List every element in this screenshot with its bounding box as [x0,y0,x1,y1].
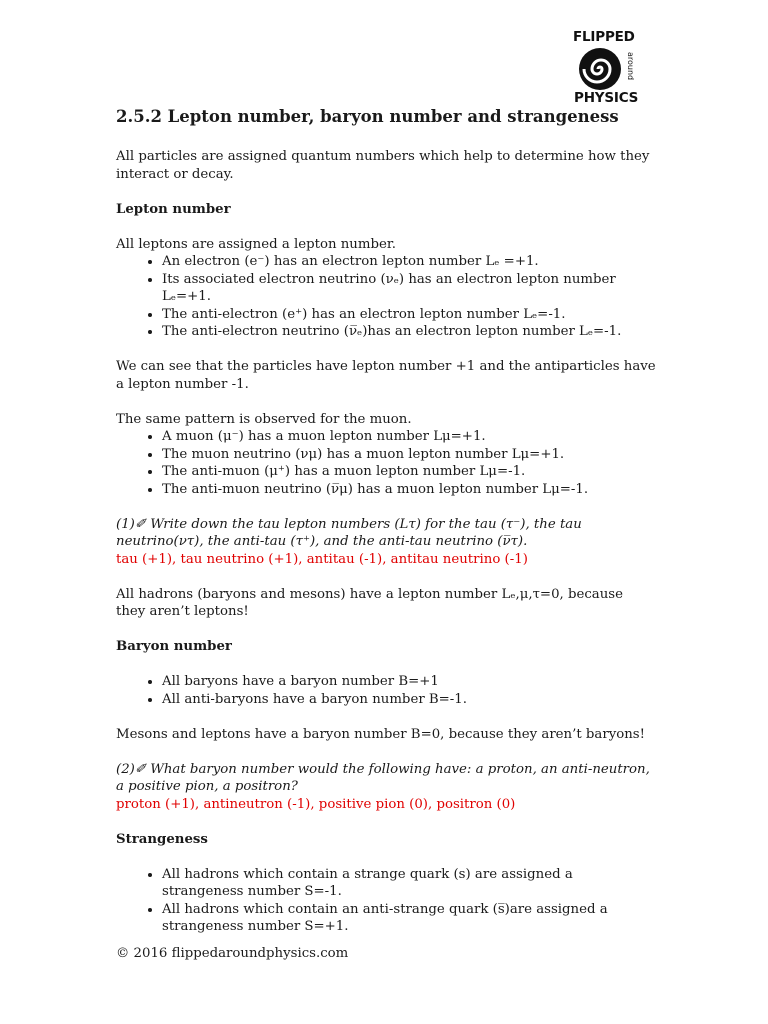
mesons-paragraph: Mesons and leptons have a baryon number B=0, because they aren’t baryons! [116,726,645,742]
question-2: (2)✐ What baryon number would the following have: a proton, an anti-neutron, a positive pion, a positron? [116,761,650,794]
list-item: • All hadrons which contain a strange quark (s) are assigned a strangeness number S=-1. [162,866,656,901]
answer-2: proton (+1), antineutron (-1), positive pion (0), positron (0) [116,796,516,812]
strangeness-heading: Strangeness [116,831,208,847]
list-item: • Its associated electron neutrino (νₑ) has an electron lepton number Lₑ=+1. [162,271,656,306]
list-item: • The anti-muon (μ⁺) has a muon lepton number Lμ=-1. [162,463,656,481]
list-item: • The muon neutrino (νμ) has a muon lepton number Lμ=+1. [162,446,656,464]
electron-list [116,253,656,341]
pattern-paragraph: We can see that the particles have lepton number +1 and the antiparticles have a lepton number -1. [116,359,656,392]
list-item: • The anti-electron neutrino (ν̅ₑ)has an electron lepton number Lₑ=-1. [162,323,656,341]
intro-paragraph: All particles are assigned quantum numbers which help to determine how they interact or decay. [116,149,650,182]
baryon-list [116,673,656,708]
lepton-heading: Lepton number [116,201,231,217]
spiral-icon [576,45,624,93]
question-1: (1)✐ Write down the tau lepton numbers (Lτ) for the tau (τ⁻), the tau neutrino(ντ), the anti-tau (τ⁺), and the anti-tau neutrino (ν̅τ). [116,516,582,549]
list-item: • The anti-electron (e⁺) has an electron lepton number Lₑ=-1. [162,306,656,324]
document-body [116,106,656,936]
baryon-heading: Baryon number [116,639,232,654]
flipped-physics-logo [568,30,648,106]
list-item: • All baryons have a baryon number B=+1 [162,673,656,691]
list-item: • A muon (μ⁻) has a muon lepton number Lμ=+1. [162,428,656,446]
list-item: • The anti-muon neutrino (ν̅μ) has a muon lepton number Lμ=-1. [162,481,656,499]
footer-copyright: © 2016 flippedaroundphysics.com [116,946,349,961]
answer-1: tau (+1), tau neutrino (+1), antitau (-1), antitau neutrino (-1) [116,551,528,567]
strangeness-list [116,866,656,936]
logo-text-side: around [626,52,635,81]
logo-text-top: FLIPPED [573,29,635,45]
logo-text-bottom: PHYSICS [574,90,639,106]
hadron-paragraph: All hadrons (baryons and mesons) have a lepton number Lₑ,μ,τ=0, because they aren’t leptons! [116,586,623,619]
list-item: • An electron (e⁻) has an electron lepton number Lₑ =+1. [162,253,656,271]
list-item: • All anti-baryons have a baryon number B=-1. [162,691,656,709]
lepton-lead: All leptons are assigned a lepton number. [116,236,396,252]
muon-list [116,428,656,498]
page-title: 2.5.2 Lepton number, baryon number and strangeness [116,107,619,126]
list-item: • All hadrons which contain an anti-strange quark (s̅)are assigned a strangeness number S=+1. [162,901,656,936]
muon-lead: The same pattern is observed for the muon. [116,411,412,427]
